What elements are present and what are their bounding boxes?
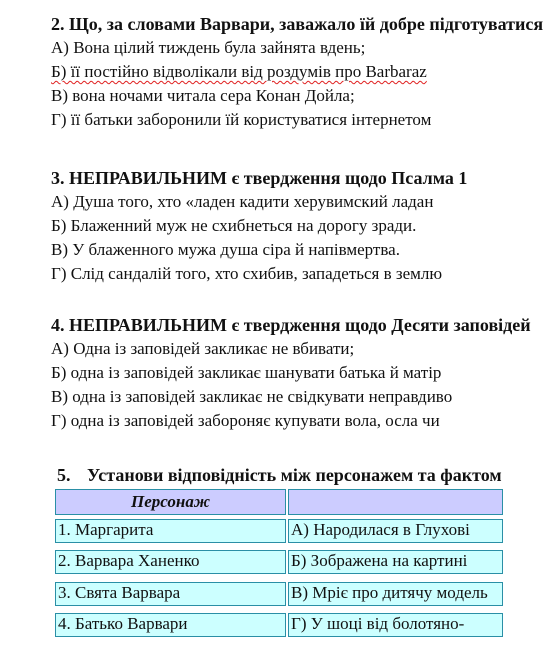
question-2-option-c: В) вона ночами читала сера Конан Дойла; — [51, 86, 355, 105]
question-4-option-a: А) Одна із заповідей закликає не вбивати; — [51, 339, 355, 358]
table-cell-character-3: 3. Свята Варвара — [55, 582, 286, 606]
table-cell-character-1: 1. Маргарита — [55, 519, 286, 543]
question-3 — [51, 166, 467, 286]
question-5-number: 5. — [57, 465, 71, 485]
question-2-option-d: Г) її батьки заборонили їй користуватися інтернетом — [51, 110, 432, 129]
table-header-fact — [288, 489, 503, 515]
table-cell-fact-d: Г) У шоці від болотяно- — [288, 613, 503, 637]
question-5-title — [57, 463, 502, 487]
question-2-option-a: А) Вона цілий тиждень була зайнята вдень; — [51, 38, 366, 57]
question-3-option-a: А) Душа того, хто «ладен кадити херувимский ладан — [51, 192, 434, 211]
question-4-title: 4. НЕПРАВИЛЬНИМ є твердження щодо Десяти заповідей — [51, 315, 531, 335]
table-cell-character-2: 2. Варвара Ханенко — [55, 550, 286, 574]
question-3-option-c: В) У блаженного мужа душа сіра й напівмертва. — [51, 240, 400, 259]
question-2 — [51, 12, 543, 132]
table-cell-fact-b: Б) Зображена на картині — [288, 550, 503, 574]
question-4-option-c: В) одна із заповідей закликає не свідкувати неправдиво — [51, 387, 453, 406]
question-5-text: Установи відповідність між персонажем та фактом — [87, 465, 502, 485]
question-4 — [51, 313, 531, 433]
question-4-option-b: Б) одна із заповідей закликає шанувати батька й матір — [51, 363, 442, 382]
table-cell-fact-a: А) Народилася в Глухові — [288, 519, 503, 543]
question-2-title: 2. Що, за словами Варвари, заважало їй добре підготуватися — [51, 14, 543, 34]
question-2-option-b: Б) її постійно відволікали від роздумів про Barbaraz — [51, 62, 427, 81]
table-cell-character-4: 4. Батько Варвари — [55, 613, 286, 637]
table-cell-fact-c: В) Мріє про дитячу модель — [288, 582, 503, 606]
question-3-title: 3. НЕПРАВИЛЬНИМ є твердження щодо Псалма 1 — [51, 168, 468, 188]
question-3-option-d: Г) Слід сандалій того, хто схибив, западеться в землю — [51, 264, 443, 283]
question-4-option-d: Г) одна із заповідей забороняє купувати вола, осла чи — [51, 411, 440, 430]
table-header-character: Персонаж — [55, 489, 286, 515]
question-3-option-b: Б) Блаженний муж не схибнеться на дорогу зради. — [51, 216, 417, 235]
